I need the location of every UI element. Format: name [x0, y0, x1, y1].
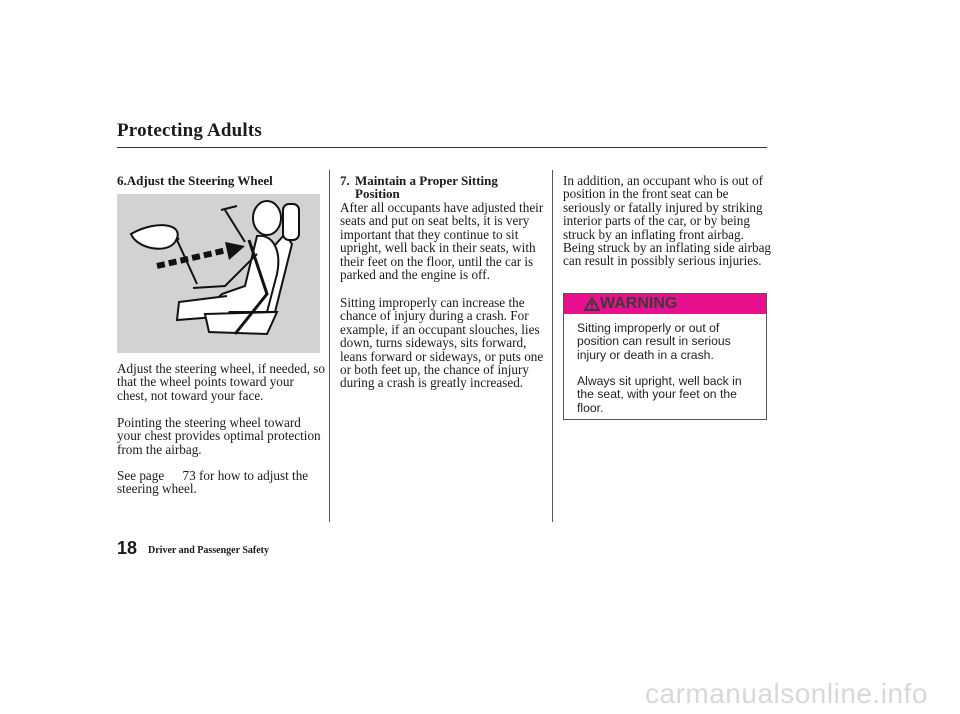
warning-header	[564, 294, 766, 314]
warning-triangle-icon	[584, 297, 600, 311]
warning-text-2: Always sit upright, well back in the seat, with your feet on the floor.	[577, 374, 742, 415]
column-divider-right	[552, 170, 553, 522]
warning-text-1: Sitting improperly or out of position can result in serious injury or death in a crash.	[577, 321, 731, 362]
section-7-heading-line1: Maintain a Proper Sitting	[355, 173, 498, 188]
steering-wheel-illustration	[117, 194, 320, 353]
page-link[interactable]: 73	[182, 468, 196, 483]
warning-box	[563, 293, 767, 420]
see-page-suffix: for how to adjust the steering wheel.	[117, 468, 309, 497]
section-6-heading: 6.Adjust the Steering Wheel	[117, 173, 273, 188]
warning-label: WARNING	[600, 295, 678, 312]
section-7-number: 7.	[340, 173, 350, 188]
col2-paragraph-1: After all occupants have adjusted their seats and put on seat belts, it is very important that they continue to sit upright, well back in their seats, with their feet on the floor, until the car is parked and the engine is off.	[340, 200, 544, 283]
column-divider-left	[329, 170, 330, 522]
col1-paragraph-2: Pointing the steering wheel toward your chest provides optimal protection from the airbag.	[117, 415, 321, 457]
section-7-heading-line2: Position	[355, 186, 400, 201]
watermark: carmanualsonline.info	[645, 678, 928, 709]
col1-paragraph-1: Adjust the steering wheel, if needed, so that the wheel points toward your chest, not toward your face.	[117, 361, 326, 403]
page-title: Protecting Adults	[117, 120, 263, 141]
col3-paragraph: In addition, an occupant who is out of position in the front seat can be seriously or fatally injured by striking interior parts of the car, or by being struck by an inflating front airbag. Being struck by an inflating side airbag can result in possibly serious injuries.	[563, 173, 772, 269]
title-divider	[117, 147, 767, 148]
see-page-reference	[117, 469, 317, 496]
col2-paragraph-2: Sitting improperly can increase the chance of injury during a crash. For example, if an occupant slouches, lies down, turns sideways, sits forward, leans forward or sideways, or puts one or both feet up, the chance of injury during a crash is greatly increased.	[340, 295, 544, 391]
see-page-prefix: See page	[117, 468, 165, 483]
page-number: 18	[117, 538, 138, 558]
footer-section-title: Driver and Passenger Safety	[148, 545, 270, 556]
